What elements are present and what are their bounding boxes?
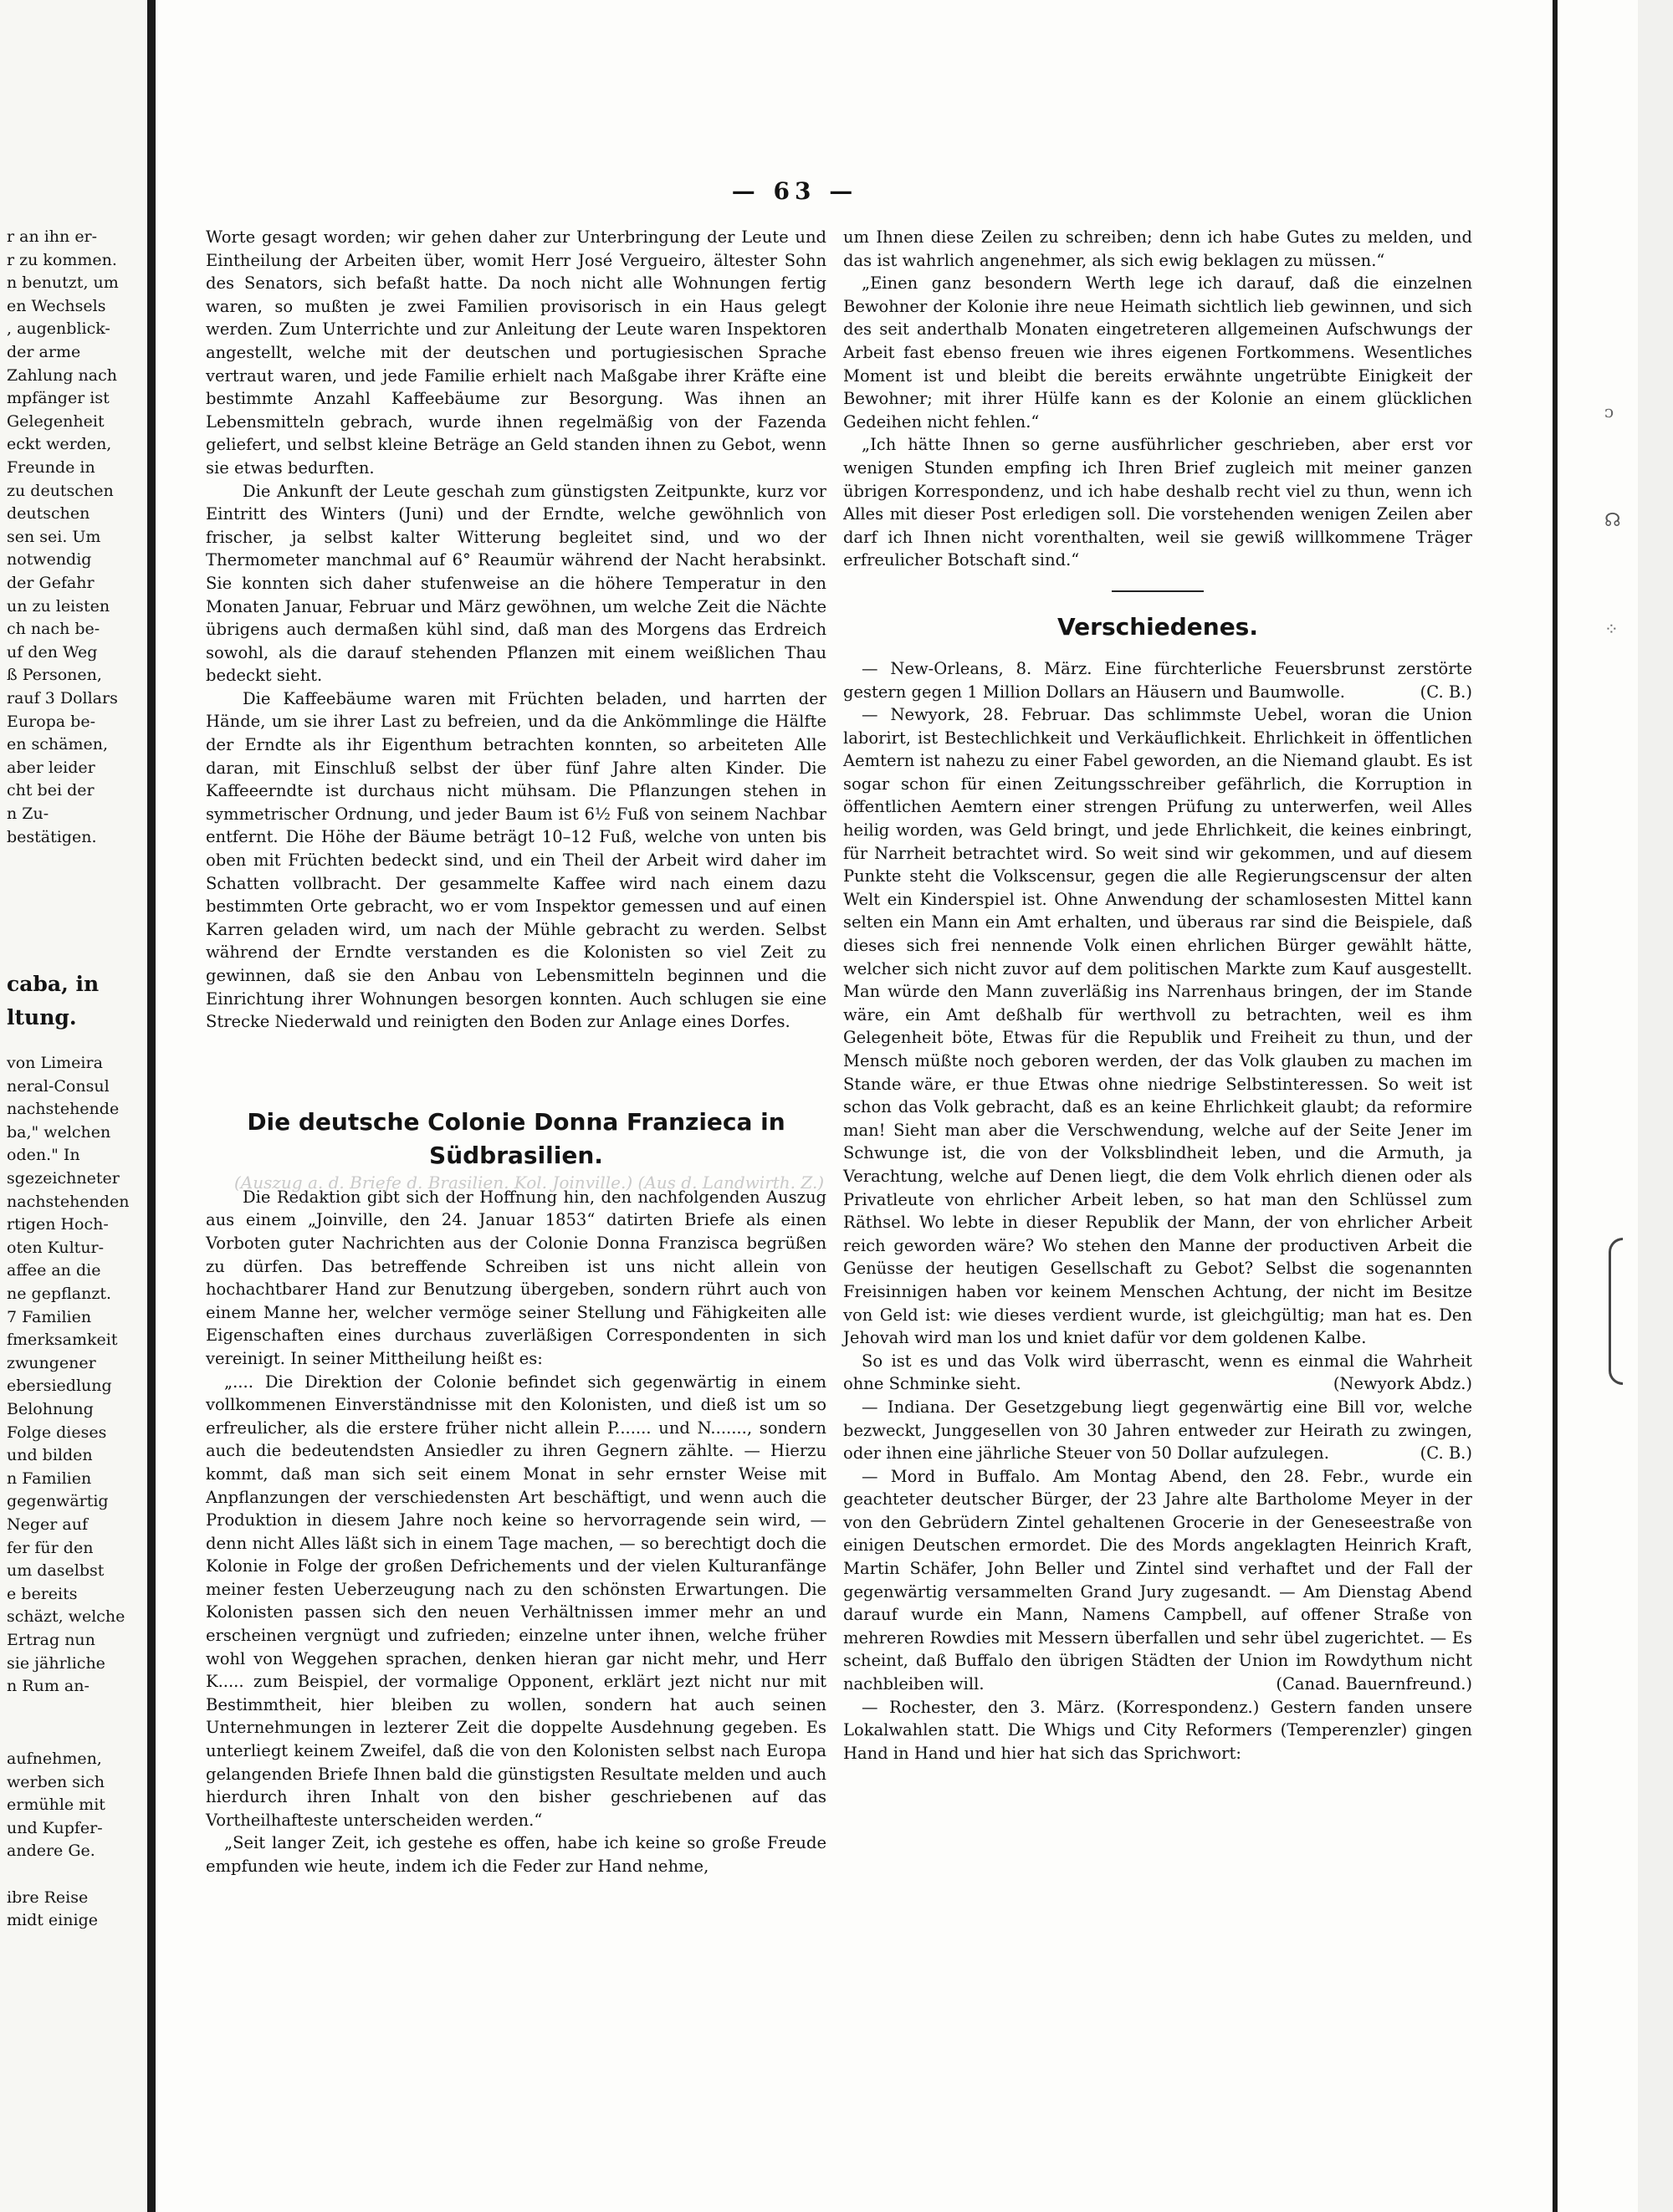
left-page-line: Neger auf [7,1515,88,1534]
quote-paragraph: „.... Die Direktion der Colonie befindet sich gegenwärtig in einem vollkommenen Einverständnisse mit den Kolonisten, und dieß ist um so erfreulicher, als die erstere früher nicht allein P....... und N......., sondern auch die bedeutendsten Ansiedler zu ihren Gegnern zählte. — Hierzu kommt, daß man sich seit einem Monat in sehr ernster Weise mit Anpflanzungen der verschiedensten Art beschäftigt, und wenn auch die Produktion in diesem Jahre noch keine so hervorragende sein wird, — denn nicht Alles läßt sich in einem Tage machen, — so berechtigt doch die Kolonie in Folge der großen Defrichements und der vielen Kulturanfänge meiner festen Ueberzeugung nach zu den schönsten Erwartungen. Die Kolonisten passen sich den neuen Verhältnissen immer mehr an und erscheinen vergnügt und zufrieden; einzelne unter ihnen, welche früher wohl von Weggehen sprachen, denken hieran gar nicht mehr, und Herr K..... zum Beispiel, der vormalige Opponent, erklärt jezt nicht nur mit Bestimmtheit, hier bleiben zu wollen, sondern hat auch seinen Unternehmungen in lezterer Zeit die doppelte Ausdehnung gegeben. Es unterliegt keinem Zweifel, daß die von den Kolonisten selbst nach Europa gelangenden Briefe Ihnen bald die günstigsten Resultate melden und auch hierdurch ihren Inhalt von den bisher geschriebenen auf das Vortheilhafteste unterscheiden werden.“ [206,1372,826,1830]
left-page-line: neral-Consul [7,1076,110,1096]
left-page-line: Europa be- [7,712,95,731]
left-page-line: e bereits [7,1584,78,1603]
left-page-line: oten Kultur- [7,1238,105,1257]
section-divider [1112,590,1204,592]
left-page-line: ch nach be- [7,620,100,639]
left-page-line: Zahlung nach [7,365,117,385]
scan-edge-shadow [1553,0,1558,2212]
news-text: — New-Orleans, 8. März. Eine fürchterliche Feuersbrunst zerstörte gestern gegen 1 Million Dollars an Häusern und Baumwolle. [843,658,1472,702]
left-page-line: notwendig [7,550,92,570]
left-page-line: werben sich [7,1772,105,1791]
left-page-line: schäzt, welche [7,1607,125,1627]
left-page-line: bestätigen. [7,827,97,846]
source-credit: (C. B.) [1420,682,1472,702]
left-page-line: r an ihn er- [7,227,98,246]
left-page-line: 7 Familien [7,1307,92,1326]
left-page-line: deutschen [7,504,90,524]
left-page-line: von Limeira [7,1054,103,1072]
source-credit: (Newyork Abdz.) [1333,1374,1472,1394]
left-page-line: zwungener [7,1353,96,1372]
quote-paragraph: „Seit langer Zeit, ich gestehe es offen, habe ich keine so große Freude empfunden wie heute, indem ich die Feder zur Hand nehme, [206,1833,826,1876]
news-text: — Indiana. Der Gesetzgebung liegt gegenwärtig eine Bill vor, welche bezweckt, Junggesellen von 30 Jahren entweder zur Heirath zu zwingen, oder ihnen eine jährliche Steuer von 50 Dollar aufzulegen. [843,1397,1472,1464]
left-page-line: fer für den [7,1538,94,1557]
news-item [843,1465,1472,1696]
left-page-line: ß Personen, [7,666,102,685]
left-page-line: mpfänger ist [7,389,110,408]
column-left [206,226,826,1878]
news-item [843,1396,1472,1465]
left-page-line: um daselbst [7,1561,105,1581]
left-page-line: rauf 3 Dollars [7,689,118,708]
paragraph: Die Ankunft der Leute geschah zum günstigsten Zeitpunkte, kurz vor Eintritt des Winters (Juni) und der Erndte, welche gewöhnlich von frischer, ja selbst kalter Witterung begleitet sind, und wo der Thermometer manchmal auf 6° Reaumür während der Nacht herabsinkt. Sie konnten sich daher stufenweise an die höhere Temperatur in den Monaten Januar, Februar und März gewöhnen, um welche Zeit die Nächte übrigens auch dermaßen kühl sind, daß man des Morgens das Erdreich sowohl, als die darauf stehenden Pflanzen mit einem weißlichen Thau bedeckt sieht. [206,481,826,686]
news-item [843,1350,1472,1396]
left-page-line: ibre Reise [7,1888,89,1907]
column-right [843,226,1472,1765]
margin-bracket-mark [1609,1238,1623,1385]
left-page-line: n Familien [7,1469,92,1488]
margin-mark: ⁘ [1604,619,1619,639]
left-page-line: der Gefahr [7,574,95,592]
left-page-line: cht bei der [7,781,95,800]
left-page-line: ba," welchen [7,1122,111,1142]
left-page-line: rtigen Hoch- [7,1215,109,1234]
section-heading: Verschiedenes. [1057,612,1258,641]
left-page-line: en schämen, [7,735,109,754]
quote-paragraph: „Einen ganz besondern Werth lege ich darauf, daß die einzelnen Bewohner der Kolonie ihre neue Heimath sichtlich lieb gewinnen, und sich des seit anderthalb Monaten eingetreteren allgemeinen Aufschwungs der Arbeit fast ebenso freuen wie ihres eigenen Fortkommens. Wesentliches Moment ist und bleibt die bereits erwähnte ungetrübte Einigkeit der Bewohner; mit ihrer Hülfe kann es der Kolonie an einem glücklichen Gedeihen nicht fehlen.“ [843,273,1472,432]
left-page-line: und bilden [7,1446,93,1465]
left-page-line: ne gepflanzt. [7,1285,112,1303]
source-credit: (C. B.) [1420,1443,1472,1464]
left-page-line: n Zu- [7,805,49,823]
paragraph: Worte gesagt worden; wir gehen daher zur Unterbringung der Leute und Eintheilung der Arbeiten über, womit Herr José Vergueiro, ältester Sohn des Senators, sich befaßt hatte. Da noch nicht alle Wohnungen fertig waren, so mußten je zwei Familien provisorisch in ein Haus gelegt werden. Zum Unterrichte und zur Anleitung der Leute waren Inspektoren angestellt, welche mit der deutschen und portugiesischen Sprache vertraut waren, und jede Familie erhielt nach Maßgabe ihrer Kräfte eine bestimmte Anzahl Kaffeebäume zur Besorgung. Was ihnen an Lebensmitteln gebrach, wurde ihnen regelmäßig von der Fazenda geliefert, und selbst kleine Beträge an Geld standen ihnen zu Gebot, wenn sie etwas bedurften. [206,227,826,478]
left-page-line: gegenwärtig [7,1492,109,1511]
page-number: — 63 — [731,177,858,205]
page-edge [1638,0,1673,2212]
left-page-line: n Rum an- [7,1677,90,1696]
left-page-line: un zu leisten [7,596,110,616]
paragraph: um Ihnen diese Zeilen zu schreiben; denn ich habe Gutes zu melden, und das ist wahrlich angenehmer, als sich ewig beklagen zu müssen.“ [843,227,1472,270]
left-page-line: sen sei. Um [7,527,101,546]
left-page-line: Freunde in [7,458,95,477]
left-page-line: ermühle mit [7,1796,105,1815]
left-page-line: en Wechsels [7,296,106,315]
left-page-line: n benutzt, um [7,273,119,293]
paragraph: Die Redaktion gibt sich der Hoffnung hin, den nachfolgenden Auszug aus einem „Joinville, den 24. Januar 1853“ datirten Briefe als einen Vorboten guter Nachrichten aus der Colonie Donna Franzisca begrüßen zu dürfen. Das betreffende Schreiben ist uns nicht allein von hochachtbarer Hand zur Benutzung übergeben, sondern rührt auch von einem Manne her, welcher vermöge seiner Stellung und Fähigkeiten alle Eigenschaften eines durchaus zuverläßigen Correspondenten in sich vereinigt. In seiner Mittheilung heißt es: [206,1187,826,1368]
news-text: So ist es und das Volk wird überrascht, wenn es einmal die Wahrheit ohne Schminke sieht. [843,1351,1472,1394]
left-page-line: fmerksamkeit [7,1331,118,1350]
left-page-line: midt einige [7,1911,98,1930]
news-item: — Rochester, den 3. März. (Korrespondenz.) Gestern fanden unsere Lokalwahlen statt. Die Whigs und City Reformers (Temperenzler) gingen Hand in Hand und hier hat sich das Sprichwort: [843,1697,1472,1763]
left-page-line: nachstehende [7,1100,120,1119]
scan-gutter [147,0,156,2212]
left-page-line: nachstehenden [7,1192,130,1211]
left-page-line: sie jährliche [7,1653,105,1673]
news-item: — Newyork, 28. Februar. Das schlimmste Uebel, woran die Union laborirt, ist Bestechlichkeit und Verkäuflichkeit. Ehrlichkeit in öffentlichen Aemtern ist nahezu zu einer Fabel geworden, an die Niemand glaubt. Es ist sogar schon für einen Zeitungsschreiber gefährlich, die Korruption in öffentlichen Aemtern einer strengen Prüfung zu unterwerfen, weil Alles heilig worden, was Geld bringt, und jede Ehrlichkeit, die keines einbringt, für Narrheit betrachtet wird. So weit sind wir gekommen, und auf diesem Punkte steht die Volkscensur, gegen die alle Regierungscensur der alten Welt ein Kinderspiel ist. Ohne Anwendung der schamlosesten Mittel kann selten ein Mann ein Amt erhalten, und überaus rar sind die Beispiele, daß dieses sich frei nennende Volk einen ehrlichen Bürger gewählt hätte, welcher sich nicht zuvor auf dem politischen Markte zum Kauf ausgestellt. Man würde den Mann zuverläßig ins Narrenhaus bringen, der im Stande wäre, ein Amt deßhalb für werthvoll zu betrachten, weil es ihm Gelegenheit böte, Etwas für die Republik und Freiheit zu thun, und der Mensch müßte noch geboren werden, der das Volk glauben zu machen im Stande wäre, er thue Etwas ohne niedrige Selbstinteressen. So weit ist schon das Volk gebracht, daß es an keine Ehrlichkeit glaubt; da reformire man! Sieht man aber die Verschwendung, welche auf der Seite Jener im Schwunge ist, die von der Volksblindheit leben, und die Armuth, ja Verachtung, welche auf Denen liegt, die dem Volk ehrlich dienen oder als Privatleute von ehrlicher Arbeit leben, so hat man den Schlüssel zum Räthsel. Wo lebte in dieser Republik der Mann, der von ehrlicher Arbeit reich geworden wäre? Wo stehen den Manne der productiven Arbeit die Genüsse der heutigen Gesellschaft zu Gebot? Selbst die sogenannten Freisinnigen haben vor keinem Menschen Achtung, der nicht im Besitze von Geld ist: wie dieses verdient wurde, ist gleichgültig; man hat es. Den Jehovah wird man los und kniet dafür vor dem goldenen Kalbe. [843,705,1472,1348]
left-page-line: oden." In [7,1146,80,1165]
left-page-fragment [0,0,147,2212]
margin-mark: ᴐ [1604,401,1614,421]
left-page-line: Gelegenheit [7,411,105,431]
bleed-through-text: (Auszug a. d. Briefe d. Brasilien. Kol. Joinville.) (Aus d. Landwirth. Z.) [234,1172,825,1193]
left-page-line: der arme [7,343,81,361]
left-page-line: sgezeichneter [7,1169,120,1188]
article-heading: Die deutsche Colonie Donna Franzieca in Südbrasilien. [247,1107,785,1169]
left-page-line: andere Ge. [7,1842,95,1861]
left-page-line: affee an die [7,1261,101,1280]
left-page-line: ltung. [7,1005,77,1029]
left-page-line: aufnehmen, [7,1750,102,1768]
left-page-line: Belohnung [7,1400,94,1418]
left-page-line: Folge dieses [7,1423,107,1442]
left-page-line: ebersiedlung [7,1377,112,1396]
left-page-line: eckt werden, [7,435,112,454]
margin-mark: ☊ [1604,510,1621,531]
left-page-line: caba, in [7,972,100,996]
left-page-line: aber leider [7,758,95,777]
paragraph: Die Kaffeebäume waren mit Früchten beladen, und harrten der Hände, um sie ihrer Last zu befreien, und da die Ankömmlinge die Hälfte der Erndte als ihr Eigenthum betrachten konnten, so arbeiteten Alle daran, mit Einschluß selbst der über fünf Jahre alten Kinder. Die Kaffeeerndte ist durchaus nicht mühsam. Die Pflanzungen stehen in symmetrischer Ordnung, und jeder Baum ist 6½ Fuß von seinem Nachbar entfernt. Die Höhe der Bäume beträgt 10–12 Fuß, welche von unten bis oben mit Früchten bedeckt sind, und ein Theil der Arbeit wird daher im Schatten vollbracht. Der gesammelte Kaffee wird nach einem dazu bestimmten Orte gebracht, wo er vom Inspektor gemessen und auf einen Karren geladen wird, um nach der Mühle gebracht zu werden. Selbst während der Erndte verstanden es die Kolonisten so viel Zeit zu gewinnen, daß sie den Anbau von Lebensmitteln beginnen und die Einrichtung ihrer Wohnungen besorgen konnten. Auch schlugen sie eine Strecke Niederwald und reinigten den Boden zur Anlage eines Dorfes. [206,688,826,1032]
left-page-line: und Kupfer- [7,1818,103,1837]
left-page-line: uf den Weg [7,642,98,662]
news-text: — Mord in Buffalo. Am Montag Abend, den 28. Febr., wurde ein geachteter deutscher Bürger, der 23 Jahre alte Bartholome Meyer in der von den Gebrüdern Zintel gehaltenen Grocerie in der Geneseestraße von einigen Deutschen ermordet. Die des Mords angeklagten Heinrich Kraft, Martin Schäfer, John Beller und Zintel sind verhaftet und der Fall der gegenwärtig versammelten Grand Jury zugesandt. — Am Dienstag Abend darauf wurde ein Mann, Namens Campbell, auf offener Straße von mehreren Rowdies mit Messern überfallen und sehr übel zugerichtet. — Es scheint, daß Buffalo den übrigen Städten der Union im Rowdythum nicht nachbleiben will. [843,1466,1472,1694]
quote-paragraph: „Ich hätte Ihnen so gerne ausführlicher geschrieben, aber erst vor wenigen Stunden empfing ich Ihren Brief zugleich mit meiner ganzen übrigen Korrespondenz, und ich habe deshalb recht viel zu thun, wenn ich Alles mit dieser Post erledigen soll. Die vorstehenden wenigen Zeilen aber darf ich Ihnen nicht vorenthalten, weil sie gewiß willkommene Träger erfreulicher Botschaft sind.“ [843,435,1472,570]
left-page-line: zu deutschen [7,481,114,500]
source-credit: (Canad. Bauernfreund.) [1276,1674,1472,1694]
left-page-line: Ertrag nun [7,1631,95,1649]
left-page-line: r zu kommen. [7,250,117,269]
left-page-line: , augenblick- [7,319,110,339]
news-item [843,657,1472,703]
